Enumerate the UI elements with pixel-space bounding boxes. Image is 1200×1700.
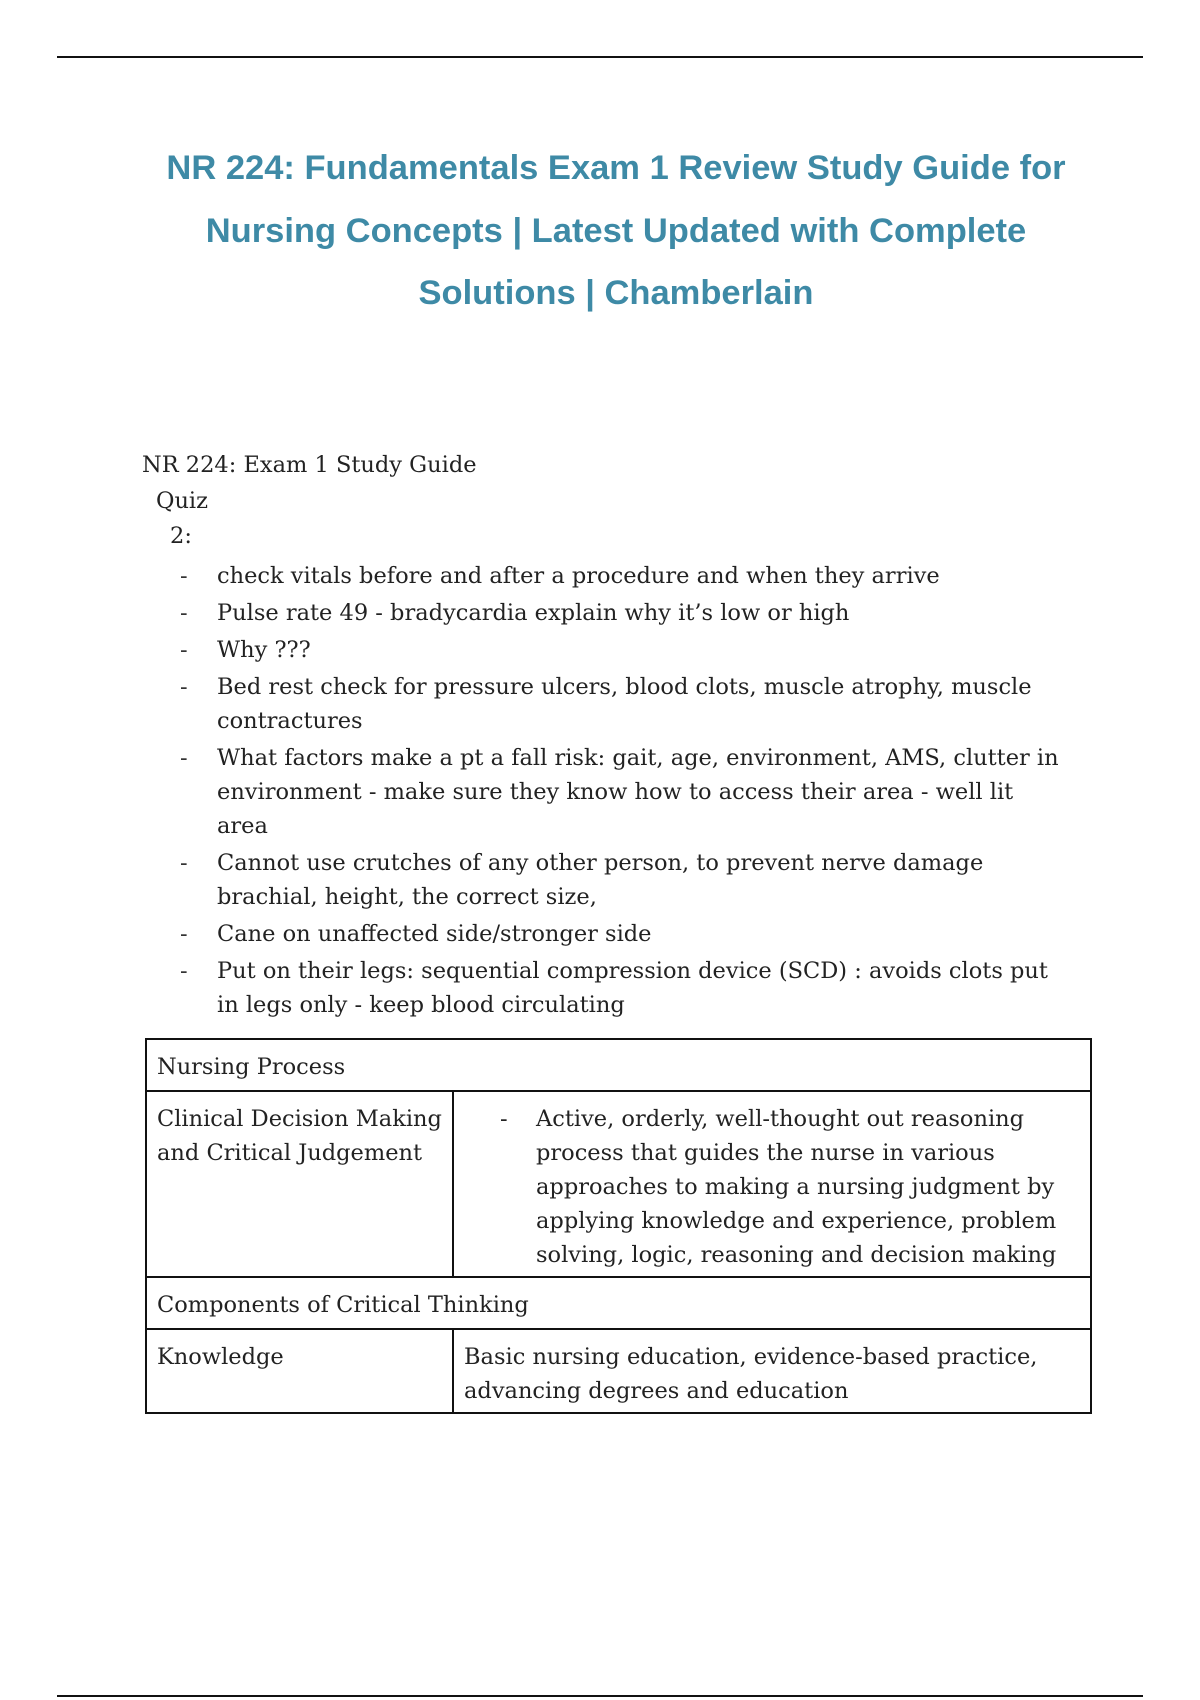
document-title <box>100 137 1132 325</box>
list-item <box>142 559 1062 593</box>
list-item <box>142 954 1062 1022</box>
study-guide-heading: NR 224: Exam 1 Study Guide <box>142 452 477 478</box>
list-item <box>142 846 1062 914</box>
list-item-text: What factors make a pt a fall risk: gait, age, environment, AMS, clutter in environment - make sure they know how to access their area - well lit area <box>217 745 1059 839</box>
definition-cell: Basic nursing education, evidence-based practice, advancing degrees and education <box>453 1329 1091 1413</box>
definition-list <box>464 1102 1080 1272</box>
bullet-dash: - <box>180 958 188 984</box>
bullet-dash: - <box>180 563 188 589</box>
table-row <box>146 1277 1091 1329</box>
table-row <box>146 1039 1091 1091</box>
top-rule <box>57 56 1143 58</box>
bullet-dash: - <box>180 745 188 771</box>
bullet-dash: - <box>180 637 188 663</box>
section-header-critical-thinking: Components of Critical Thinking <box>146 1277 1091 1329</box>
bullet-dash: - <box>180 674 188 700</box>
list-item <box>142 633 1062 667</box>
bullet-dash: - <box>180 600 188 626</box>
study-guide-body <box>142 447 1062 1025</box>
title-line-1: NR 224: Fundamentals Exam 1 Review Study Guide for <box>166 149 1066 187</box>
definition-cell <box>453 1091 1091 1277</box>
definition-text: Active, orderly, well-thought out reasoning process that guides the nurse in various approaches to making a nursing judgment by applying knowledge and experience, problem solving, logic, reasoning and decision making <box>536 1106 1057 1268</box>
quiz-number: 2: <box>170 523 192 549</box>
quiz-label: Quiz <box>156 488 208 514</box>
list-item-text: Put on their legs: sequential compression device (SCD) : avoids clots put in legs only - keep blood circulating <box>217 958 1048 1018</box>
title-line-3: Solutions | Chamberlain <box>418 274 814 312</box>
term-cell: Knowledge <box>146 1329 453 1413</box>
bullet-dash: - <box>180 921 188 947</box>
list-item <box>142 917 1062 951</box>
title-line-2: Nursing Concepts | Latest Updated with Complete <box>205 211 1027 250</box>
section-header-nursing-process: Nursing Process <box>146 1039 1091 1091</box>
list-item <box>142 670 1062 738</box>
list-item-text: Why ??? <box>217 637 311 663</box>
list-item-text: Cannot use crutches of any other person, to prevent nerve damage brachial, height, the correct size, <box>217 850 984 910</box>
list-item <box>142 596 1062 630</box>
list-item <box>464 1102 1080 1272</box>
list-item-text: check vitals before and after a procedure and when they arrive <box>217 563 940 589</box>
bullet-dash: - <box>180 850 188 876</box>
bottom-rule <box>57 1695 1143 1697</box>
list-item <box>142 741 1062 843</box>
quiz-bullet-list <box>142 559 1062 1022</box>
term-cell: Clinical Decision Making and Critical Judgement <box>146 1091 453 1277</box>
list-item-text: Pulse rate 49 - bradycardia explain why it’s low or high <box>217 600 850 626</box>
bullet-dash: - <box>500 1106 508 1132</box>
list-item-text: Bed rest check for pressure ulcers, blood clots, muscle atrophy, muscle contractures <box>217 674 1032 734</box>
nursing-concepts-table <box>145 1038 1092 1414</box>
list-item-text: Cane on unaffected side/stronger side <box>217 921 652 947</box>
table-row <box>146 1091 1091 1277</box>
table-row <box>146 1329 1091 1413</box>
